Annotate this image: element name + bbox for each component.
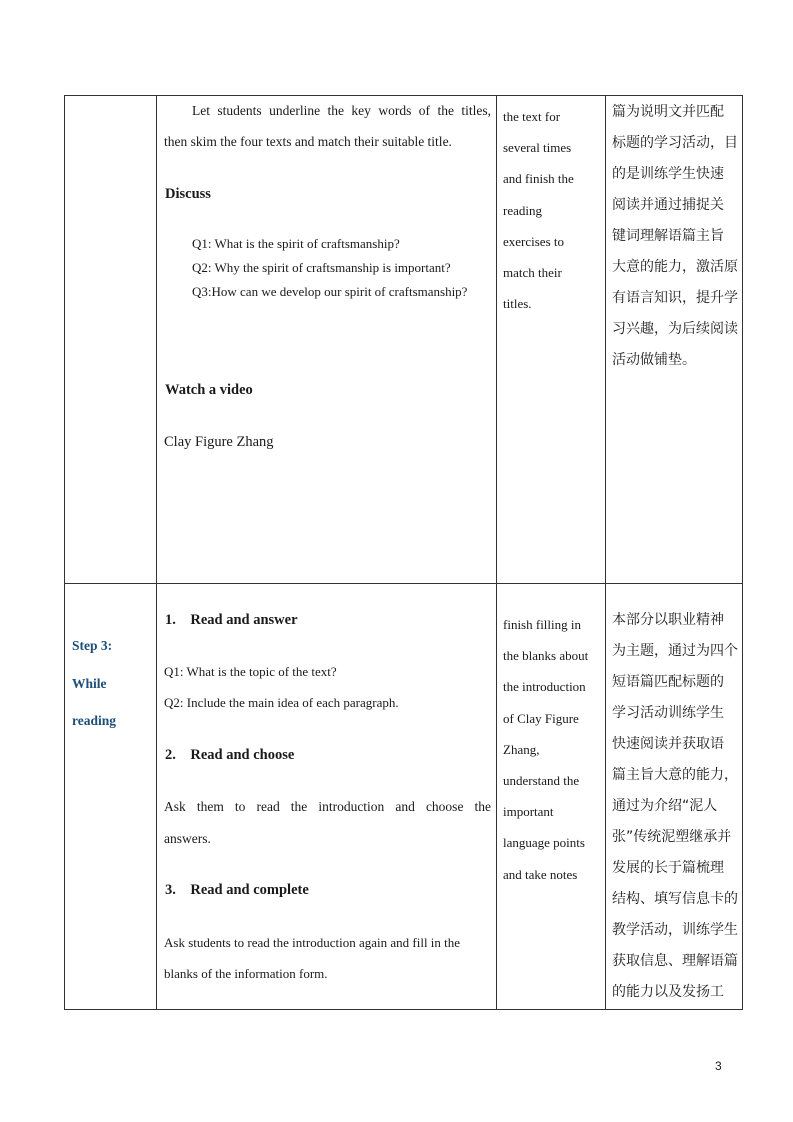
discussion-question: Q1: What is the spirit of craftsmanship?	[192, 236, 400, 251]
text-line: 大意的能力，激活原	[612, 259, 738, 275]
text-line: 结构、填写信息卡的	[612, 891, 738, 907]
text-line: the introduction	[503, 679, 586, 695]
choose-instruction-line-1: Ask them to read the introduction and choose the	[164, 799, 491, 814]
table-border-left	[64, 95, 65, 1010]
text-line: reading	[503, 202, 542, 218]
read-choose-heading: 2. Read and choose	[165, 747, 295, 763]
text-line: 有语言知识，提升学	[612, 290, 738, 306]
text-line: 通过为介绍“泥人	[612, 798, 718, 814]
design-purpose-text	[612, 97, 740, 376]
discussion-question: Q2: Why the spirit of craftsmanship is important?	[192, 260, 451, 275]
text-line: 篇主旨大意的能力，	[612, 767, 738, 783]
read-complete-heading: 3. Read and complete	[165, 882, 309, 898]
discuss-heading: Discuss	[165, 186, 211, 202]
step-label: Step 3:	[72, 638, 113, 653]
text-line: match their	[503, 265, 562, 281]
design-purpose-text	[612, 605, 740, 1008]
watch-video-heading: Watch a video	[165, 382, 253, 398]
text-line: 阅读并通过捕捉关	[612, 197, 724, 213]
text-line: 的是训练学生快速	[612, 166, 724, 182]
column-divider-3	[605, 95, 606, 1010]
text-line: 的能力以及发扬工	[612, 984, 724, 1000]
text-line: 习兴趣，为后续阅读	[612, 321, 738, 337]
text-line: of Clay Figure	[503, 710, 579, 726]
text-line: 篇为说明文并匹配	[612, 104, 724, 120]
question-text: Q1: What is the topic of the text?	[164, 664, 337, 679]
text-line: 活动做铺垫。	[612, 352, 696, 368]
step-label: While	[72, 676, 107, 691]
text-line: titles.	[503, 296, 532, 312]
instruction-line-2: then skim the four texts and match their suitable title.	[164, 134, 452, 149]
read-answer-heading: 1. Read and answer	[165, 612, 298, 628]
question-text: Q2: Include the main idea of each paragraph.	[164, 695, 399, 710]
text-line: 为主题，通过为四个	[612, 643, 738, 659]
instruction-line-1: Let students underline the key words of the titles,	[192, 103, 491, 118]
text-line: the blanks about	[503, 648, 589, 664]
text-line: 学习活动训练学生	[612, 705, 724, 721]
text-line: the text for	[503, 109, 561, 124]
column-divider-2	[496, 95, 497, 1010]
column-divider-1	[156, 95, 157, 1010]
table-border-right	[742, 95, 743, 1010]
text-line: important	[503, 804, 554, 820]
student-activity-text	[503, 609, 605, 890]
text-line: language points	[503, 835, 585, 851]
complete-instruction-line-2: blanks of the information form.	[164, 966, 328, 981]
table-border-top	[64, 95, 743, 96]
text-line: and finish the	[503, 171, 574, 187]
text-line: 键词理解语篇主旨	[612, 228, 724, 244]
text-line: 本部分以职业精神	[612, 612, 724, 628]
text-line: 教学活动，训练学生	[612, 922, 738, 938]
page-number: 3	[715, 1059, 722, 1073]
text-line: and take notes	[503, 866, 578, 882]
text-line: exercises to	[503, 233, 565, 249]
text-line: 张”传统泥塑继承并	[612, 829, 732, 845]
text-line: Zhang,	[503, 741, 540, 757]
lesson-plan-table	[64, 95, 743, 1010]
text-line: understand the	[503, 773, 580, 789]
text-line: finish filling in	[503, 617, 581, 632]
text-line: several times	[503, 140, 572, 156]
text-line: 发展的长于篇梳理	[612, 860, 724, 876]
discussion-question: Q3:How can we develop our spirit of craftsmanship?	[192, 284, 468, 299]
choose-instruction-line-2: answers.	[164, 831, 211, 846]
text-line: 标题的学习活动，目	[612, 135, 738, 151]
text-line: 快速阅读并获取语	[612, 736, 724, 752]
step-label: reading	[72, 713, 117, 728]
complete-instruction-line-1: Ask students to read the introduction again and fill in the	[164, 935, 461, 950]
text-line: 短语篇匹配标题的	[612, 674, 724, 690]
student-activity-text	[503, 101, 603, 319]
table-border-bottom	[64, 1009, 743, 1010]
row-divider	[64, 583, 743, 584]
text-line: 获取信息、理解语篇	[612, 953, 738, 969]
video-title: Clay Figure Zhang	[164, 434, 274, 450]
